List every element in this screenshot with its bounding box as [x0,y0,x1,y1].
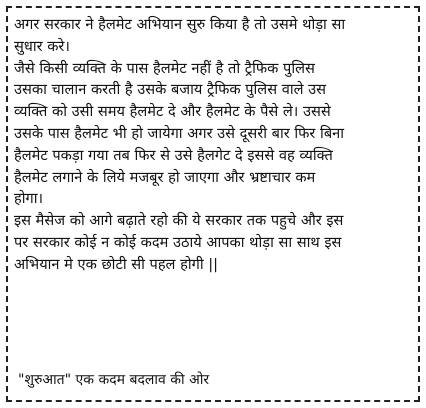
text-line: हैलमेट लगाने के लिये मजबूर हो जाएगा और भ्रष्टाचार कम [14,168,316,186]
text-line: पर सरकार कोई न कोई कदम उठाये आपका थोड़ा सा साथ इस [14,233,342,251]
text-line: जैसे किसी व्यक्ति के पास हैलमेट नहीं है तो ट्रैफिक पुलिस [14,59,315,77]
paragraph-explanation [14,58,412,211]
text-line: होगा। [14,190,44,208]
text-line: उसके पास हैलमेट भी हो जायेगा अगर उसे दूसरी बार फिर बिना [14,124,345,142]
text-line: अभियान मे एक छोटी सी पहल होगी || [14,255,219,273]
text-line: हैलमेट पकड़ा गया तब फिर से उसे हैलगेट दे इससे वह व्यक्ति [14,146,333,164]
text-line: इस मैसेज को आगे बढ़ाते रहो की ये सरकार तक पहुचे और इस [14,212,344,230]
paragraph-share-request [14,210,412,275]
paragraph-suggestion [14,14,412,58]
text-line: उसका चालान करती है उसके बजाय ट्रैफिक पुलिस वाले उस [14,81,326,99]
text-line: सुधार करे। [14,37,70,55]
text-line: अगर सरकार ने हैलमेट अभियान सुरु किया है तो उसमे थोड़ा सा [14,16,346,33]
message-body [14,14,412,276]
text-line: व्यक्ति को उसी समय हैलमेट दे और हैलमेट के पैसे ले। उससे [14,103,331,121]
footer-tagline: "शुरुआत" एक कदम बदलाव की ओर [18,372,210,388]
